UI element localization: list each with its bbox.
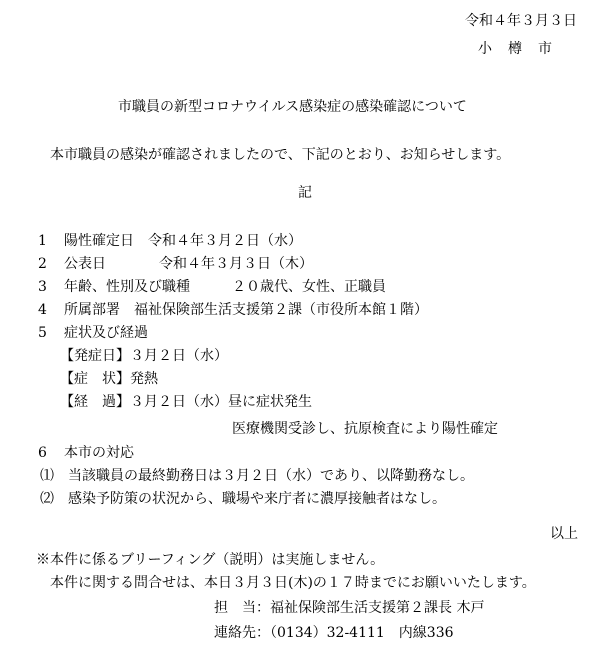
item-number: 4 bbox=[38, 302, 47, 318]
issue-date: 令和４年３月３日 bbox=[465, 13, 577, 29]
item-label: 本市の対応 bbox=[64, 445, 134, 461]
item-value: 令和４年３月２日（水） bbox=[148, 233, 302, 249]
item-label: 公表日 bbox=[64, 256, 106, 272]
item-label: 陽性確定日 bbox=[64, 233, 134, 249]
item-number: 6 bbox=[38, 445, 47, 461]
inquiry-note: 本件に関する問合せは、本日３月３日(木)の１７時までにお願いいたします。 bbox=[50, 575, 536, 591]
symptom-course: 【経 過】３月２日（水）昼に症状発生 bbox=[60, 394, 312, 410]
item-number: 2 bbox=[38, 256, 47, 272]
symptom-description: 【症 状】発熱 bbox=[60, 371, 158, 387]
contact-person: 担 当：福祉保険部生活支援第２課長 木戸 bbox=[214, 600, 485, 616]
item-positive-date bbox=[38, 232, 302, 250]
symptom-onset: 【発症日】３月２日（水） bbox=[60, 348, 228, 364]
item-number: 5 bbox=[38, 325, 47, 341]
response-point-1: ⑴ 当該職員の最終勤務日は３月２日（水）であり、以降勤務なし。 bbox=[40, 468, 474, 484]
item-label: 症状及び経過 bbox=[64, 325, 148, 341]
item-value: 令和４年３月３日（木） bbox=[159, 256, 313, 272]
issuer-name: 小 樽 市 bbox=[478, 41, 553, 57]
item-number: 1 bbox=[38, 233, 47, 249]
contact-phone: 連絡先：（0134）32-4111 内線336 bbox=[214, 625, 454, 641]
symptom-course-continued: 医療機関受診し、抗原検査により陽性確定 bbox=[232, 421, 498, 437]
item-value: ２０歳代、女性、正職員 bbox=[232, 279, 386, 295]
item-symptoms bbox=[38, 324, 148, 342]
item-number: 3 bbox=[38, 279, 47, 295]
intro-text: 本市職員の感染が確認されましたので、下記のとおり、お知らせします。 bbox=[50, 147, 511, 163]
response-point-2: ⑵ 感染予防策の状況から、職場や来庁者に濃厚接触者はなし。 bbox=[40, 491, 446, 507]
item-profile bbox=[38, 278, 386, 296]
ki-heading: 記 bbox=[298, 185, 312, 201]
item-label: 所属部署 bbox=[64, 302, 120, 318]
document-title: 市職員の新型コロナウイルス感染症の感染確認について bbox=[118, 99, 467, 115]
closing-mark: 以上 bbox=[550, 526, 578, 542]
item-label: 年齢、性別及び職種 bbox=[64, 279, 190, 295]
briefing-note: ※本件に係るブリーフィング（説明）は実施しません。 bbox=[36, 552, 385, 568]
item-department bbox=[38, 301, 428, 319]
item-announce-date bbox=[38, 255, 313, 273]
item-value: 福祉保険部生活支援第２課（市役所本館１階） bbox=[134, 302, 428, 318]
item-response bbox=[38, 444, 134, 462]
